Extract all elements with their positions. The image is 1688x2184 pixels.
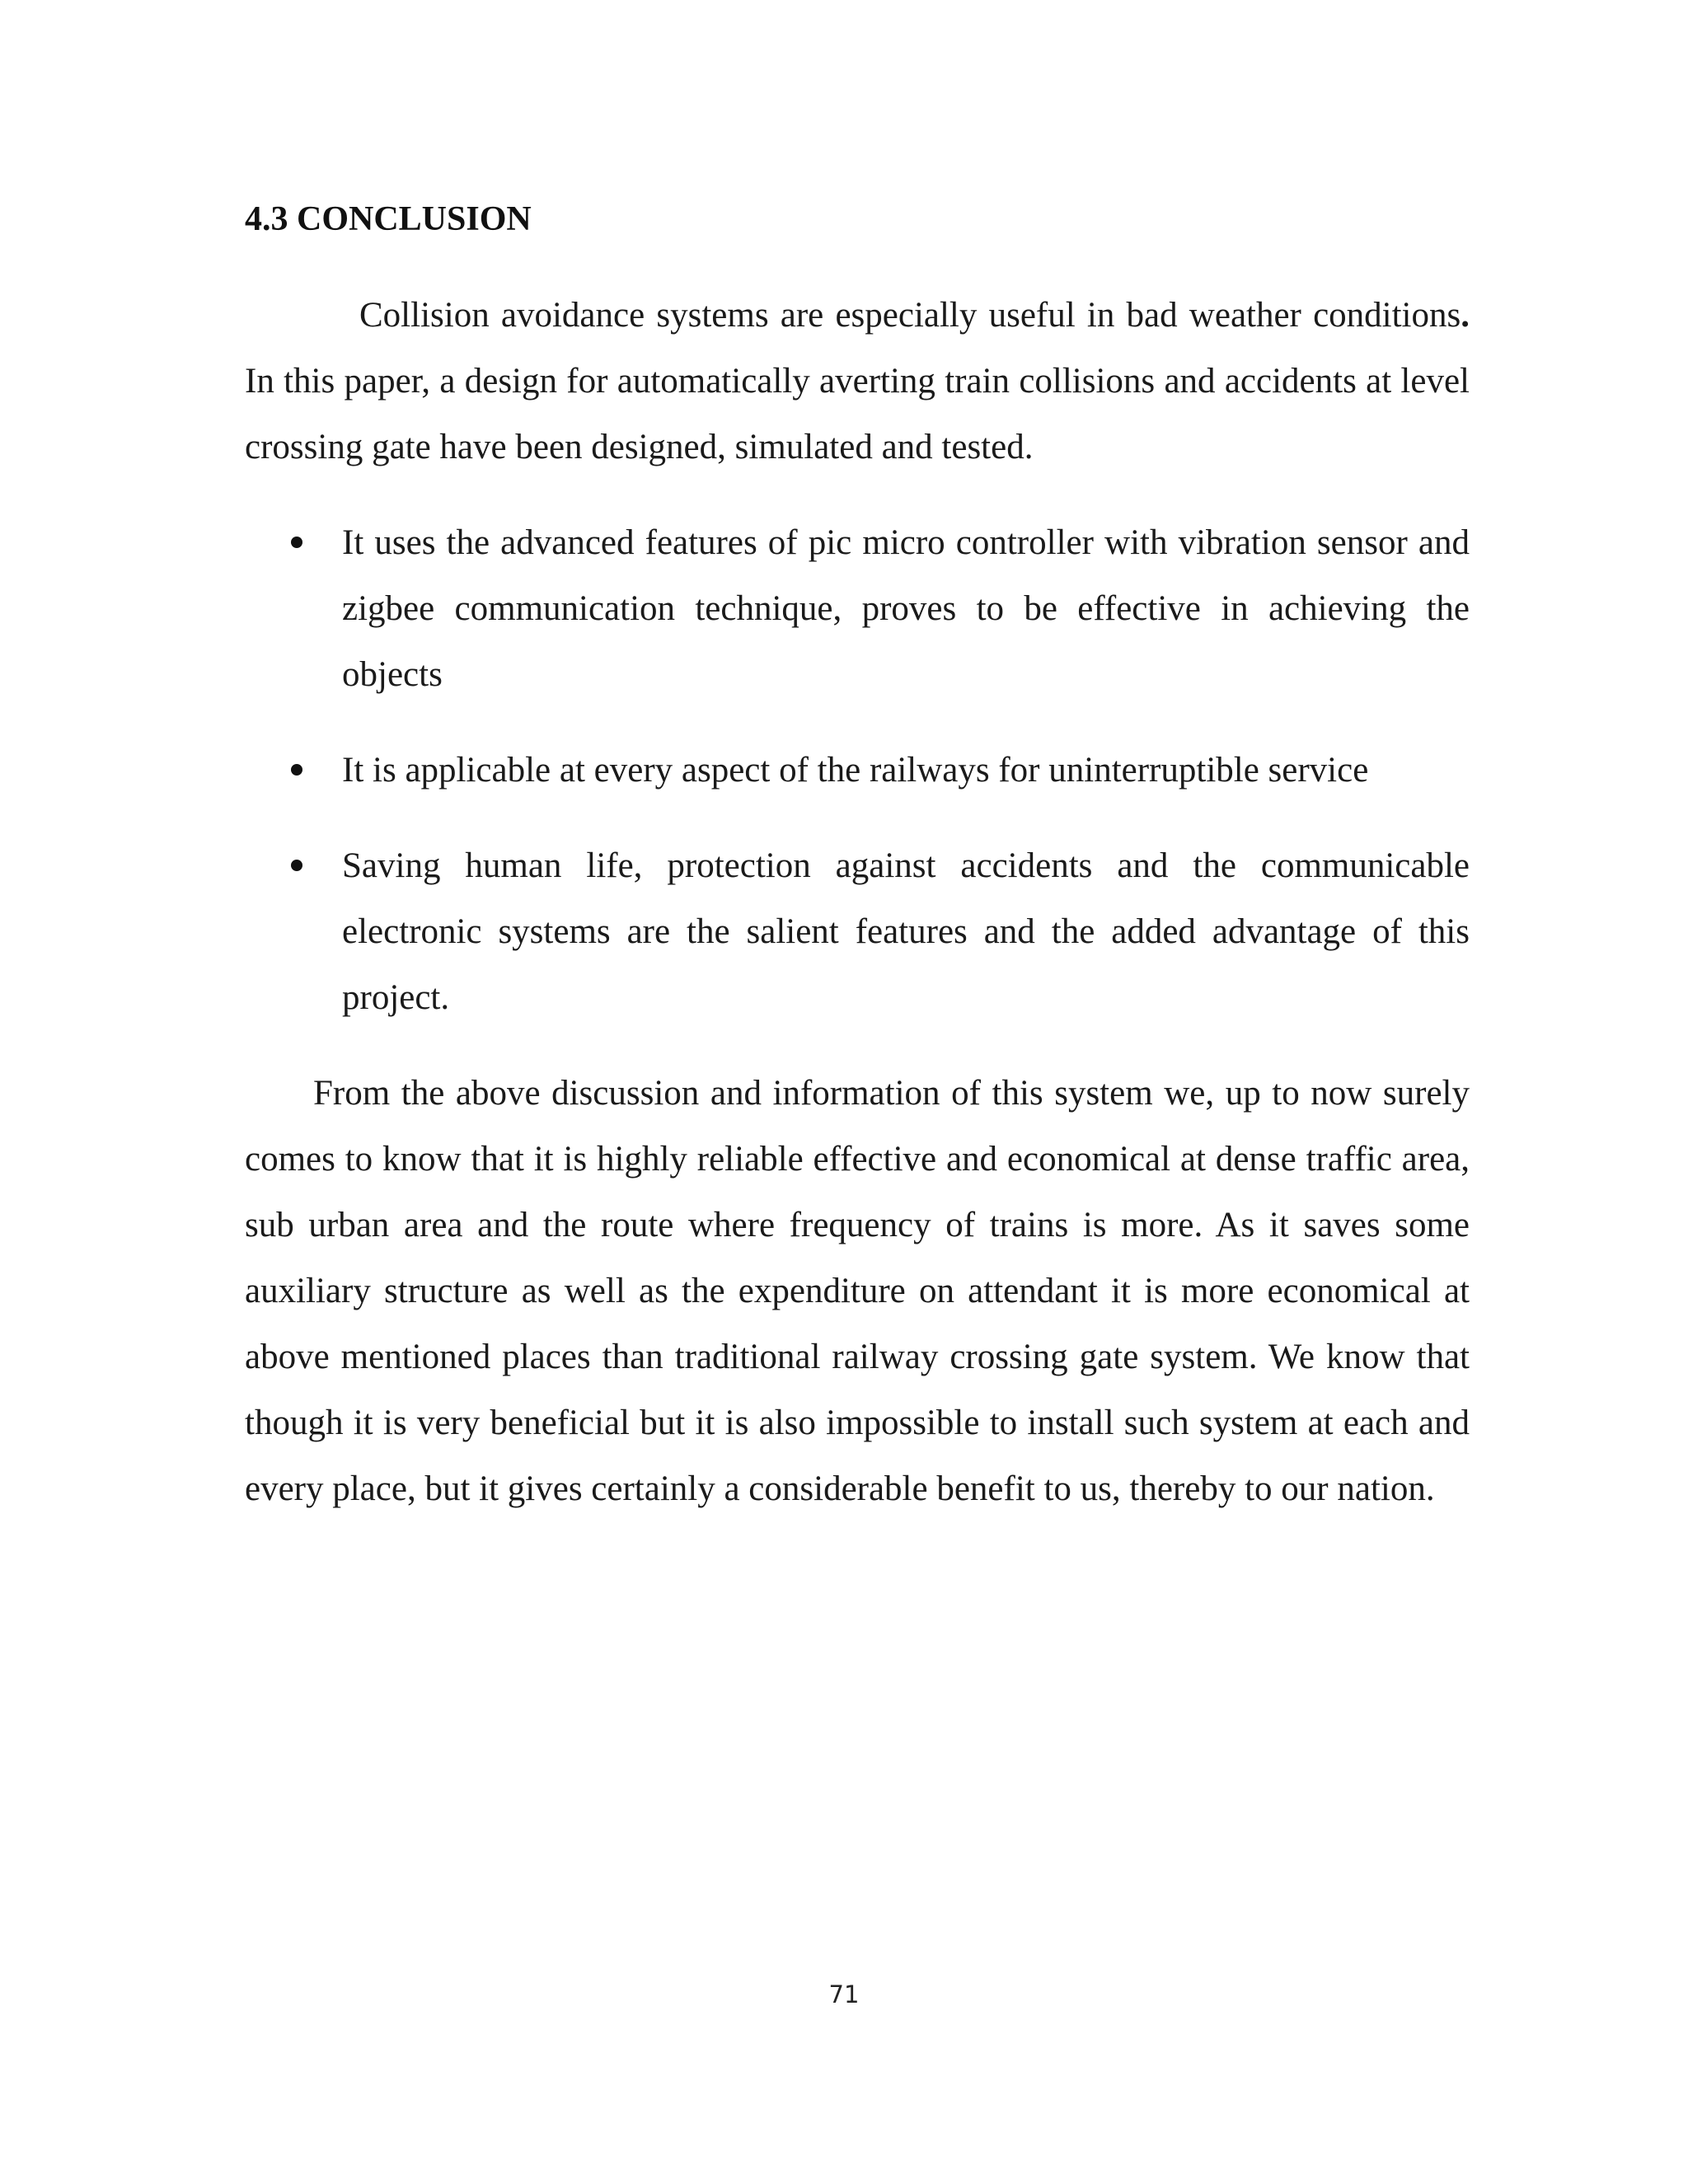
bullet-text: Saving human life, protection against accidents and the communicable electronic systems are the salient features and the added advantage of this project. <box>342 846 1470 1017</box>
intro-text-start: Collision avoidance systems are especially useful in bad weather conditions <box>359 296 1461 335</box>
bullet-list <box>245 510 1470 1031</box>
bullet-text: It is applicable at every aspect of the railways for uninterruptible service <box>342 751 1369 790</box>
page-content <box>245 194 1470 1522</box>
bullet-dot-icon <box>291 764 302 776</box>
page-number: 71 <box>828 1980 860 2008</box>
bullet-item <box>245 738 1470 804</box>
bullet-item <box>245 833 1470 1031</box>
intro-bold-period: . <box>1461 296 1470 335</box>
bullet-text: It uses the advanced features of pic micro controller with vibration sensor and zigbee communication technique, proves to be effective in achieving the objects <box>342 523 1470 694</box>
intro-paragraph <box>245 283 1470 480</box>
bullet-dot-icon <box>291 537 302 548</box>
section-heading: 4.3 CONCLUSION <box>245 200 532 238</box>
intro-text-end: In this paper, a design for automatically averting train collisions and accidents at level crossing gate have been designed, simulated and tested. <box>245 362 1470 466</box>
bullet-item <box>245 510 1470 708</box>
closing-paragraph: From the above discussion and information of this system we, up to now surely comes to know that it is highly reliable effective and economical at dense traffic area, sub urban area and the route where frequency of trains is more. As it saves some auxiliary structure as well as the expenditure on attendant it is more economical at above mentioned places than traditional railway crossing gate system. We know that though it is very beneficial but it is also impossible to install such system at each and every place, but it gives certainly a considerable benefit to us, thereby to our nation. <box>245 1074 1470 1508</box>
bullet-dot-icon <box>291 860 302 871</box>
